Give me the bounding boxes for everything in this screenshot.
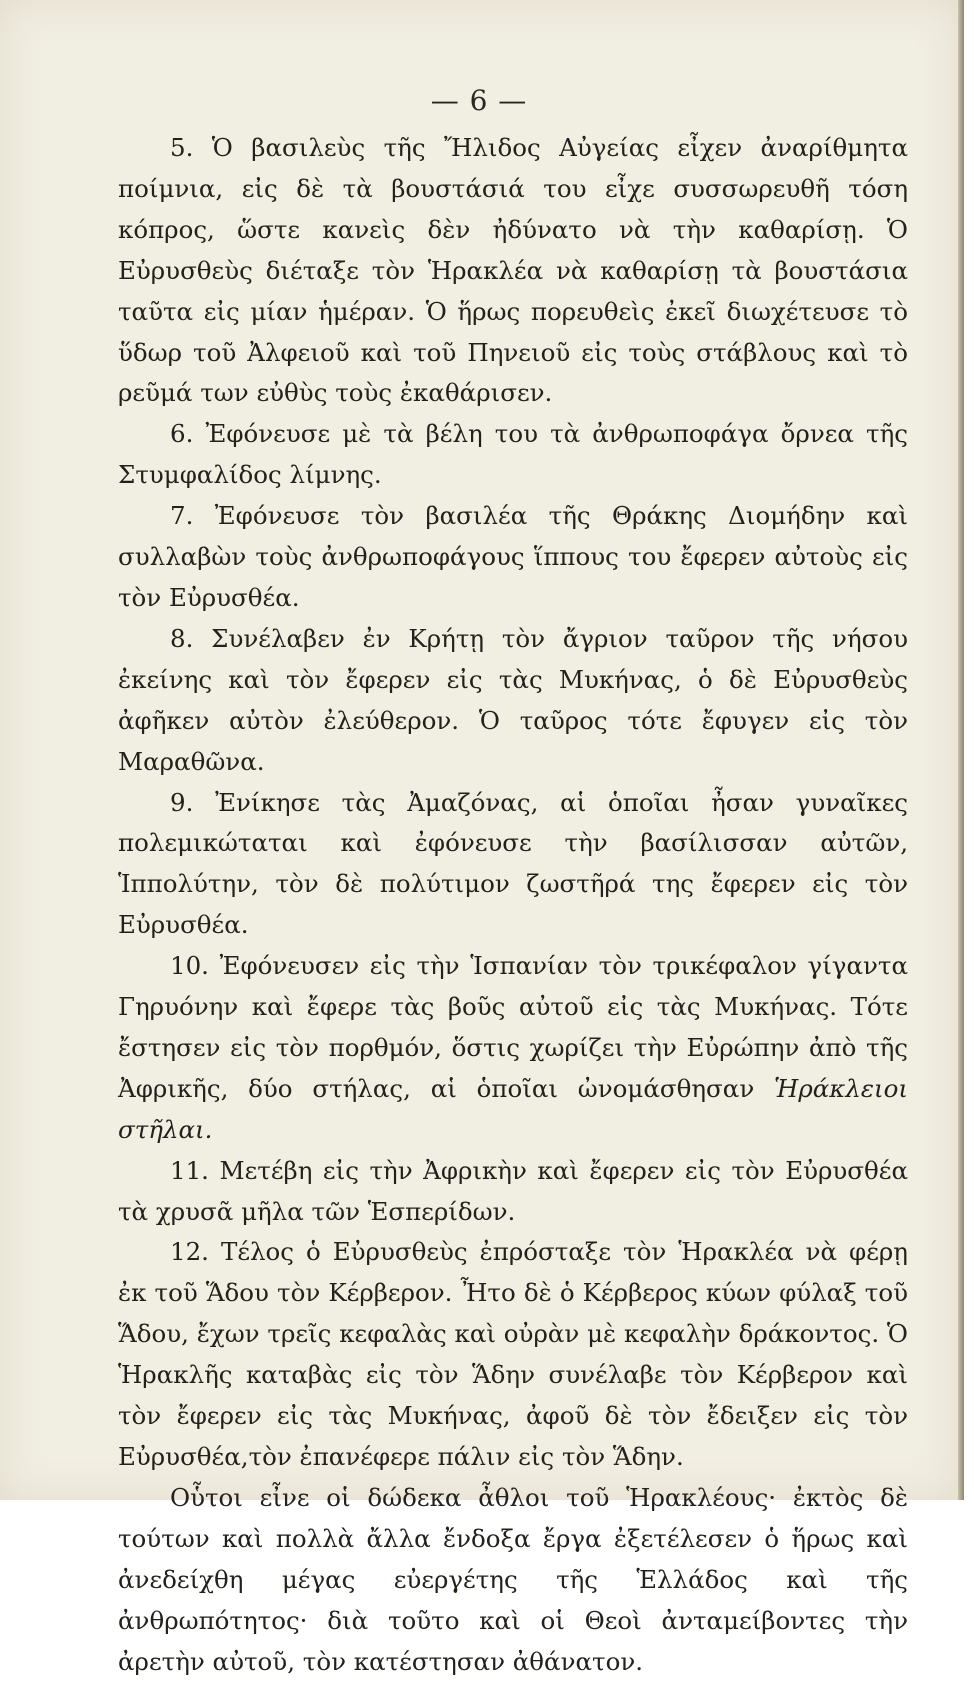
paragraph-labour-8: 8. Συνέλαβεν ἐν Κρήτῃ τὸν ἄγριον ταῦρον τῆς νήσου ἐκείνης καὶ τὸν ἔφερεν εἰς τὰς Μυκήνας, ὁ δὲ Εὐρυσθεὺς ἀφῆκεν αὐτὸν ἐλεύθερον. Ὁ ταῦρος τότε ἔφυγεν εἰς τὸν Μαραθῶνα.	[118, 623, 908, 776]
paragraph-conclusion: Οὗτοι εἶνε οἱ δώδεκα ἆθλοι τοῦ Ἡρακλέους· ἐκτὸς δὲ τούτων καὶ πολλὰ ἄλλα ἔνδοξα ἔργα ἐξετέλεσεν ὁ ἥρως καὶ ἀνεδείχθη μέγας εὐεργέτης τῆς Ἑλλάδος καὶ τῆς ἀνθρωπότητος· διὰ τοῦτο καὶ οἱ Θεοὶ ἀνταμείβοντες τὴν ἀρετὴν αὐτοῦ, τὸν κατέστησαν ἀθάνατον.	[118, 1482, 908, 1676]
body-text	[118, 128, 908, 1682]
paragraph-labour-10	[118, 946, 908, 1151]
paragraph-labour-10-text: 10. Ἐφόνευσεν εἰς τὴν Ἱσπανίαν τὸν τρικέφαλον γίγαντα Γηρυόνην καὶ ἔφερε τὰς βοῦς αὐτοῦ εἰς τὰς Μυκήνας. Τότε ἔστησεν εἰς τὸν πορθμόν, ὅστις χωρίζει τὴν Εὐρώπην ἀπὸ τῆς Ἀφρικῆς, δύο στήλας, αἱ ὁποῖαι ὠνομάσθησαν	[118, 951, 908, 1103]
paragraph-labour-5: 5. Ὁ βασιλεὺς τῆς Ἤλιδος Αὐγείας εἶχεν ἀναρίθμητα ποίμνια, εἰς δὲ τὰ βουστάσιά του εἶχε συσσωρευθῆ τόση κόπρος, ὥστε κανεὶς δὲν ἠδύνατο νὰ τὴν καθαρίσῃ. Ὁ Εὐρυσθεὺς διέταξε τὸν Ἡρακλέα νὰ καθαρίσῃ τὰ βουστάσια ταῦτα εἰς μίαν ἡμέραν. Ὁ ἥρως πορευθεὶς ἐκεῖ διωχέτευσε τὸ ὕδωρ τοῦ Ἀλφειοῦ καὶ τοῦ Πηνειοῦ εἰς τοὺς στάβλους καὶ τὸ ρεῦμά των εὐθὺς τοὺς ἐκαθάρισεν.	[118, 133, 908, 408]
paragraph-labour-7: 7. Ἐφόνευσε τὸν βασιλέα τῆς Θράκης Διομήδην καὶ συλλαβὼν τοὺς ἀνθρωποφάγους ἵππους του ἔφερεν αὐτοὺς εἰς τὸν Εὐρυσθέα.	[118, 501, 908, 612]
italic-phrase: Ἡράκλειοι στῆλαι.	[118, 1073, 908, 1144]
paragraph-labour-6: 6. Ἐφόνευσε μὲ τὰ βέλη του τὰ ἀνθρωποφάγα ὄρνεα τῆς Στυμφαλίδος λίμνης.	[118, 419, 908, 490]
paragraph-labour-11: 11. Μετέβη εἰς τὴν Ἀφρικὴν καὶ ἔφερεν εἰς τὸν Εὐρυσθέα τὰ χρυσᾶ μῆλα τῶν Ἑσπερίδων.	[118, 1155, 908, 1226]
page-number: — 6 —	[430, 84, 528, 117]
paragraph-labour-12: 12. Τέλος ὁ Εὐρυσθεὺς ἐπρόσταξε τὸν Ἡρακλέα νὰ φέρῃ ἐκ τοῦ Ἅδου τὸν Κέρβερον. Ἦτο δὲ ὁ Κέρβερος κύων φύλαξ τοῦ Ἅδου, ἔχων τρεῖς κεφαλὰς καὶ οὐρὰν μὲ κεφαλὴν δράκοντος. Ὁ Ἡρακλῆς καταβὰς εἰς τὸν Ἅδην συνέλαβε τὸν Κέρβερον καὶ τὸν ἔφερεν εἰς τὰς Μυκήνας, ἀφοῦ δὲ τὸν ἔδειξεν εἰς τὸν Εὐρυσθέα,τὸν ἐπανέφερε πάλιν εἰς τὸν Ἅδην.	[118, 1237, 908, 1471]
background-margin	[964, 0, 974, 1500]
paragraph-labour-9: 9. Ἐνίκησε τὰς Ἀμαζόνας, αἱ ὁποῖαι ἦσαν γυναῖκες πολεμικώταται καὶ ἐφόνευσε τὴν βασίλισσαν αὐτῶν, Ἱππολύτην, τὸν δὲ πολύτιμον ζωστῆρά της ἔφερεν εἰς τὸν Εὐρυσθέα.	[118, 787, 908, 940]
